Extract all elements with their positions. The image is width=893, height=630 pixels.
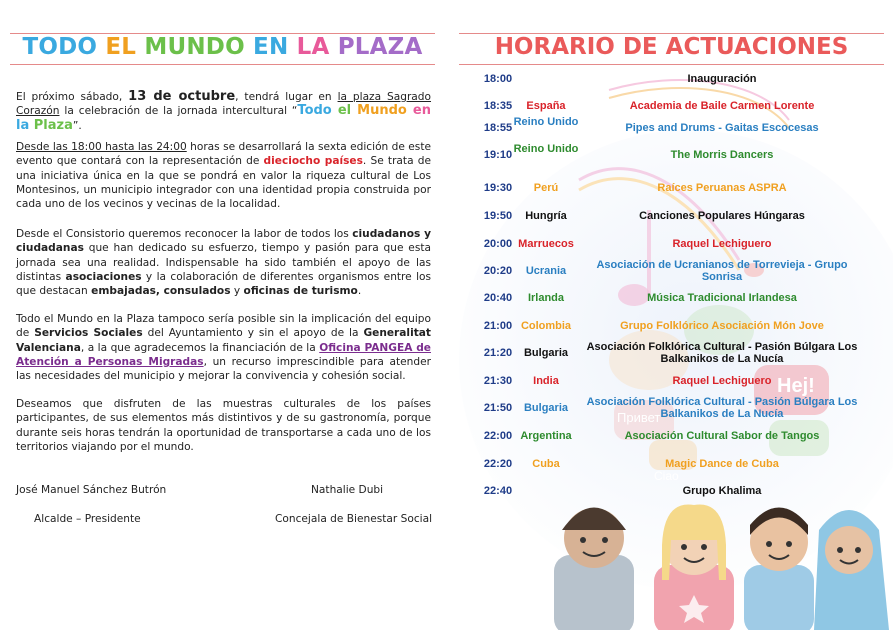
schedule-time: 19:50	[483, 210, 513, 222]
schedule-act: Raquel Lechiguero	[672, 238, 772, 250]
title-word: EL	[105, 34, 145, 60]
schedule-time: 22:00	[483, 430, 513, 442]
signature-councillor-name: Nathalie Dubi	[311, 484, 384, 496]
event-name-word: la	[16, 117, 34, 133]
schedule-country: Reino Unido	[513, 143, 579, 155]
signature-mayor-name: José Manuel Sánchez Butrón	[16, 484, 167, 496]
left-title	[10, 34, 435, 60]
event-date: 13 de octubre	[128, 89, 236, 104]
title-word: LA	[296, 34, 338, 60]
signature-councillor-role: Concejala de Bienestar Social	[275, 513, 433, 525]
right-title: HORARIO DE ACTUACIONES	[494, 34, 849, 60]
schedule-time: 20:40	[483, 292, 513, 304]
schedule-act: Asociación Folklórica Cultural - Pasión Búlgara Los Balkanikos de La Nucía	[586, 396, 858, 420]
schedule-act: Raquel Lechiguero	[672, 375, 772, 387]
schedule-time: 19:10	[483, 149, 513, 161]
event-name-word: en	[412, 103, 431, 119]
schedule-act: Grupo Khalima	[682, 485, 762, 497]
pangea-link[interactable]: Oficina PANGEA de Atención a Personas Migradas	[16, 341, 431, 368]
schedule-time: 18:00	[483, 73, 513, 85]
schedule-country: India	[533, 375, 559, 387]
event-name-word: Todo	[297, 103, 338, 119]
schedule-act: Magic Dance de Cuba	[665, 458, 779, 470]
schedule-country: Reino Unido	[513, 116, 579, 128]
schedule-time: 22:40	[483, 485, 513, 497]
schedule-country: España	[526, 100, 566, 112]
schedule-act: The Morris Dancers	[670, 149, 774, 161]
schedule-country: Irlanda	[527, 292, 565, 304]
event-place: la plaza Sagrado Corazón	[16, 91, 432, 118]
schedule-time: 22:20	[483, 458, 513, 470]
schedule-country: Hungría	[525, 210, 567, 222]
schedule-time: 20:20	[483, 265, 513, 277]
schedule-country: Perú	[533, 182, 559, 194]
title-word: TODO	[22, 34, 106, 60]
schedule-time: 21:50	[483, 402, 513, 414]
schedule-act: Asociación Cultural Sabor de Tangos	[624, 430, 820, 442]
child-figure-4	[814, 510, 889, 630]
paragraph-hours: Desde las 18:00 hasta las 24:00 horas se desarrollará la sexta edición de este evento que contará con la representación de dieciocho países. Se trata de una iniciativa única en la que se pondrá en valor la riqueza cultural de Los Montesinos, un municipio integrador con una identidad propia construida por cada uno de los vecinos y vecinas de la localidad.	[16, 141, 431, 211]
event-hours: Desde las 18:00 hasta las 24:00	[16, 141, 187, 153]
countries-count: dieciocho países	[263, 155, 363, 168]
schedule-time: 21:30	[483, 375, 513, 387]
schedule-time: 18:35	[483, 100, 513, 112]
signature-mayor-role: Alcalde – Presidente	[34, 513, 141, 525]
event-name-word: Plaza	[33, 117, 73, 133]
right-bottom-rule	[459, 64, 884, 65]
paragraph-intro: El próximo sábado, 13 de octubre, tendrá lugar en la plaza Sagrado Corazón la celebración de la jornada intercultural “Todo el Mundo en la Plaza”.	[16, 89, 432, 133]
greeting-hej: Hej!	[777, 375, 815, 397]
title-word: PLAZA	[337, 34, 423, 60]
title-word: MUNDO	[144, 34, 254, 60]
schedule-time: 18:55	[483, 122, 513, 134]
schedule-time: 19:30	[483, 182, 513, 194]
child-figure-1	[554, 508, 634, 630]
schedule-act: Asociación de Ucranianos de Torrevieja - Grupo Sonrisa	[596, 259, 848, 283]
greeting-ciao: Ciao	[654, 469, 679, 483]
schedule-country: Cuba	[532, 458, 560, 470]
title-word: EN	[253, 34, 297, 60]
greeting-privet: Привет	[617, 410, 661, 425]
event-name-word: Mundo	[357, 103, 413, 119]
schedule-act: Grupo Folklórico Asociación Món Jove	[620, 320, 824, 332]
schedule-country: Bulgaria	[523, 402, 568, 414]
event-name-word: el	[337, 103, 358, 119]
schedule-act: Inauguración	[687, 73, 757, 85]
schedule-act: Música Tradicional Irlandesa	[647, 292, 797, 304]
schedule-country: Bulgaria	[523, 347, 568, 359]
schedule-time: 21:00	[483, 320, 513, 332]
schedule-act: Academia de Baile Carmen Lorente	[629, 100, 815, 112]
schedule-country: Ucrania	[525, 265, 567, 277]
child-figure-3	[744, 508, 814, 630]
schedule-country: Marruecos	[518, 238, 574, 250]
paragraph-support: Todo el Mundo en la Plaza tampoco sería posible sin la implicación del equipo de Servicios Sociales del Ayuntamiento y sin el apoyo de la Generalitat Valenciana, a la que agradecemos la financiación de la Oficina PANGEA de Atención a Personas Migradas, un recurso imprescindible para atender las necesidades del municipio y mejorar la convivencia y cohesión social.	[16, 313, 431, 383]
schedule-act: Raíces Peruanas ASPRA	[657, 182, 787, 194]
schedule-act: Pipes and Drums - Gaitas Escocesas	[625, 122, 819, 134]
schedule-country: Argentina	[520, 430, 572, 442]
schedule-act: Asociación Folklórica Cultural - Pasión Búlgara Los Balkanikos de La Nucía	[586, 341, 858, 365]
schedule-country: Colombia	[520, 320, 572, 332]
child-figure-2	[654, 505, 734, 630]
schedule-time: 20:00	[483, 238, 513, 250]
paragraph-closing: Deseamos que disfruten de las muestras culturales de los países participantes, de sus elementos más distintivos y de su gastronomía, porque durante seis horas tendrán la oportunidad de transportarse a cada uno de los territorios viajando por el mundo.	[16, 398, 431, 453]
schedule-act: Canciones Populares Húngaras	[639, 210, 805, 222]
left-bottom-rule	[10, 64, 435, 65]
paragraph-thanks: Desde el Consistorio queremos reconocer la labor de todos los ciudadanos y ciudadanas que han dedicado su esfuerzo, tiempo y pasión para que esta jornada sea una realidad. Indispensable ha sido también el apoyo de las distintas asociaciones y la colaboración de diferentes organismos entre los que destacan embajadas, consulados y oficinas de turismo.	[16, 228, 432, 298]
schedule-time: 21:20	[483, 347, 513, 359]
